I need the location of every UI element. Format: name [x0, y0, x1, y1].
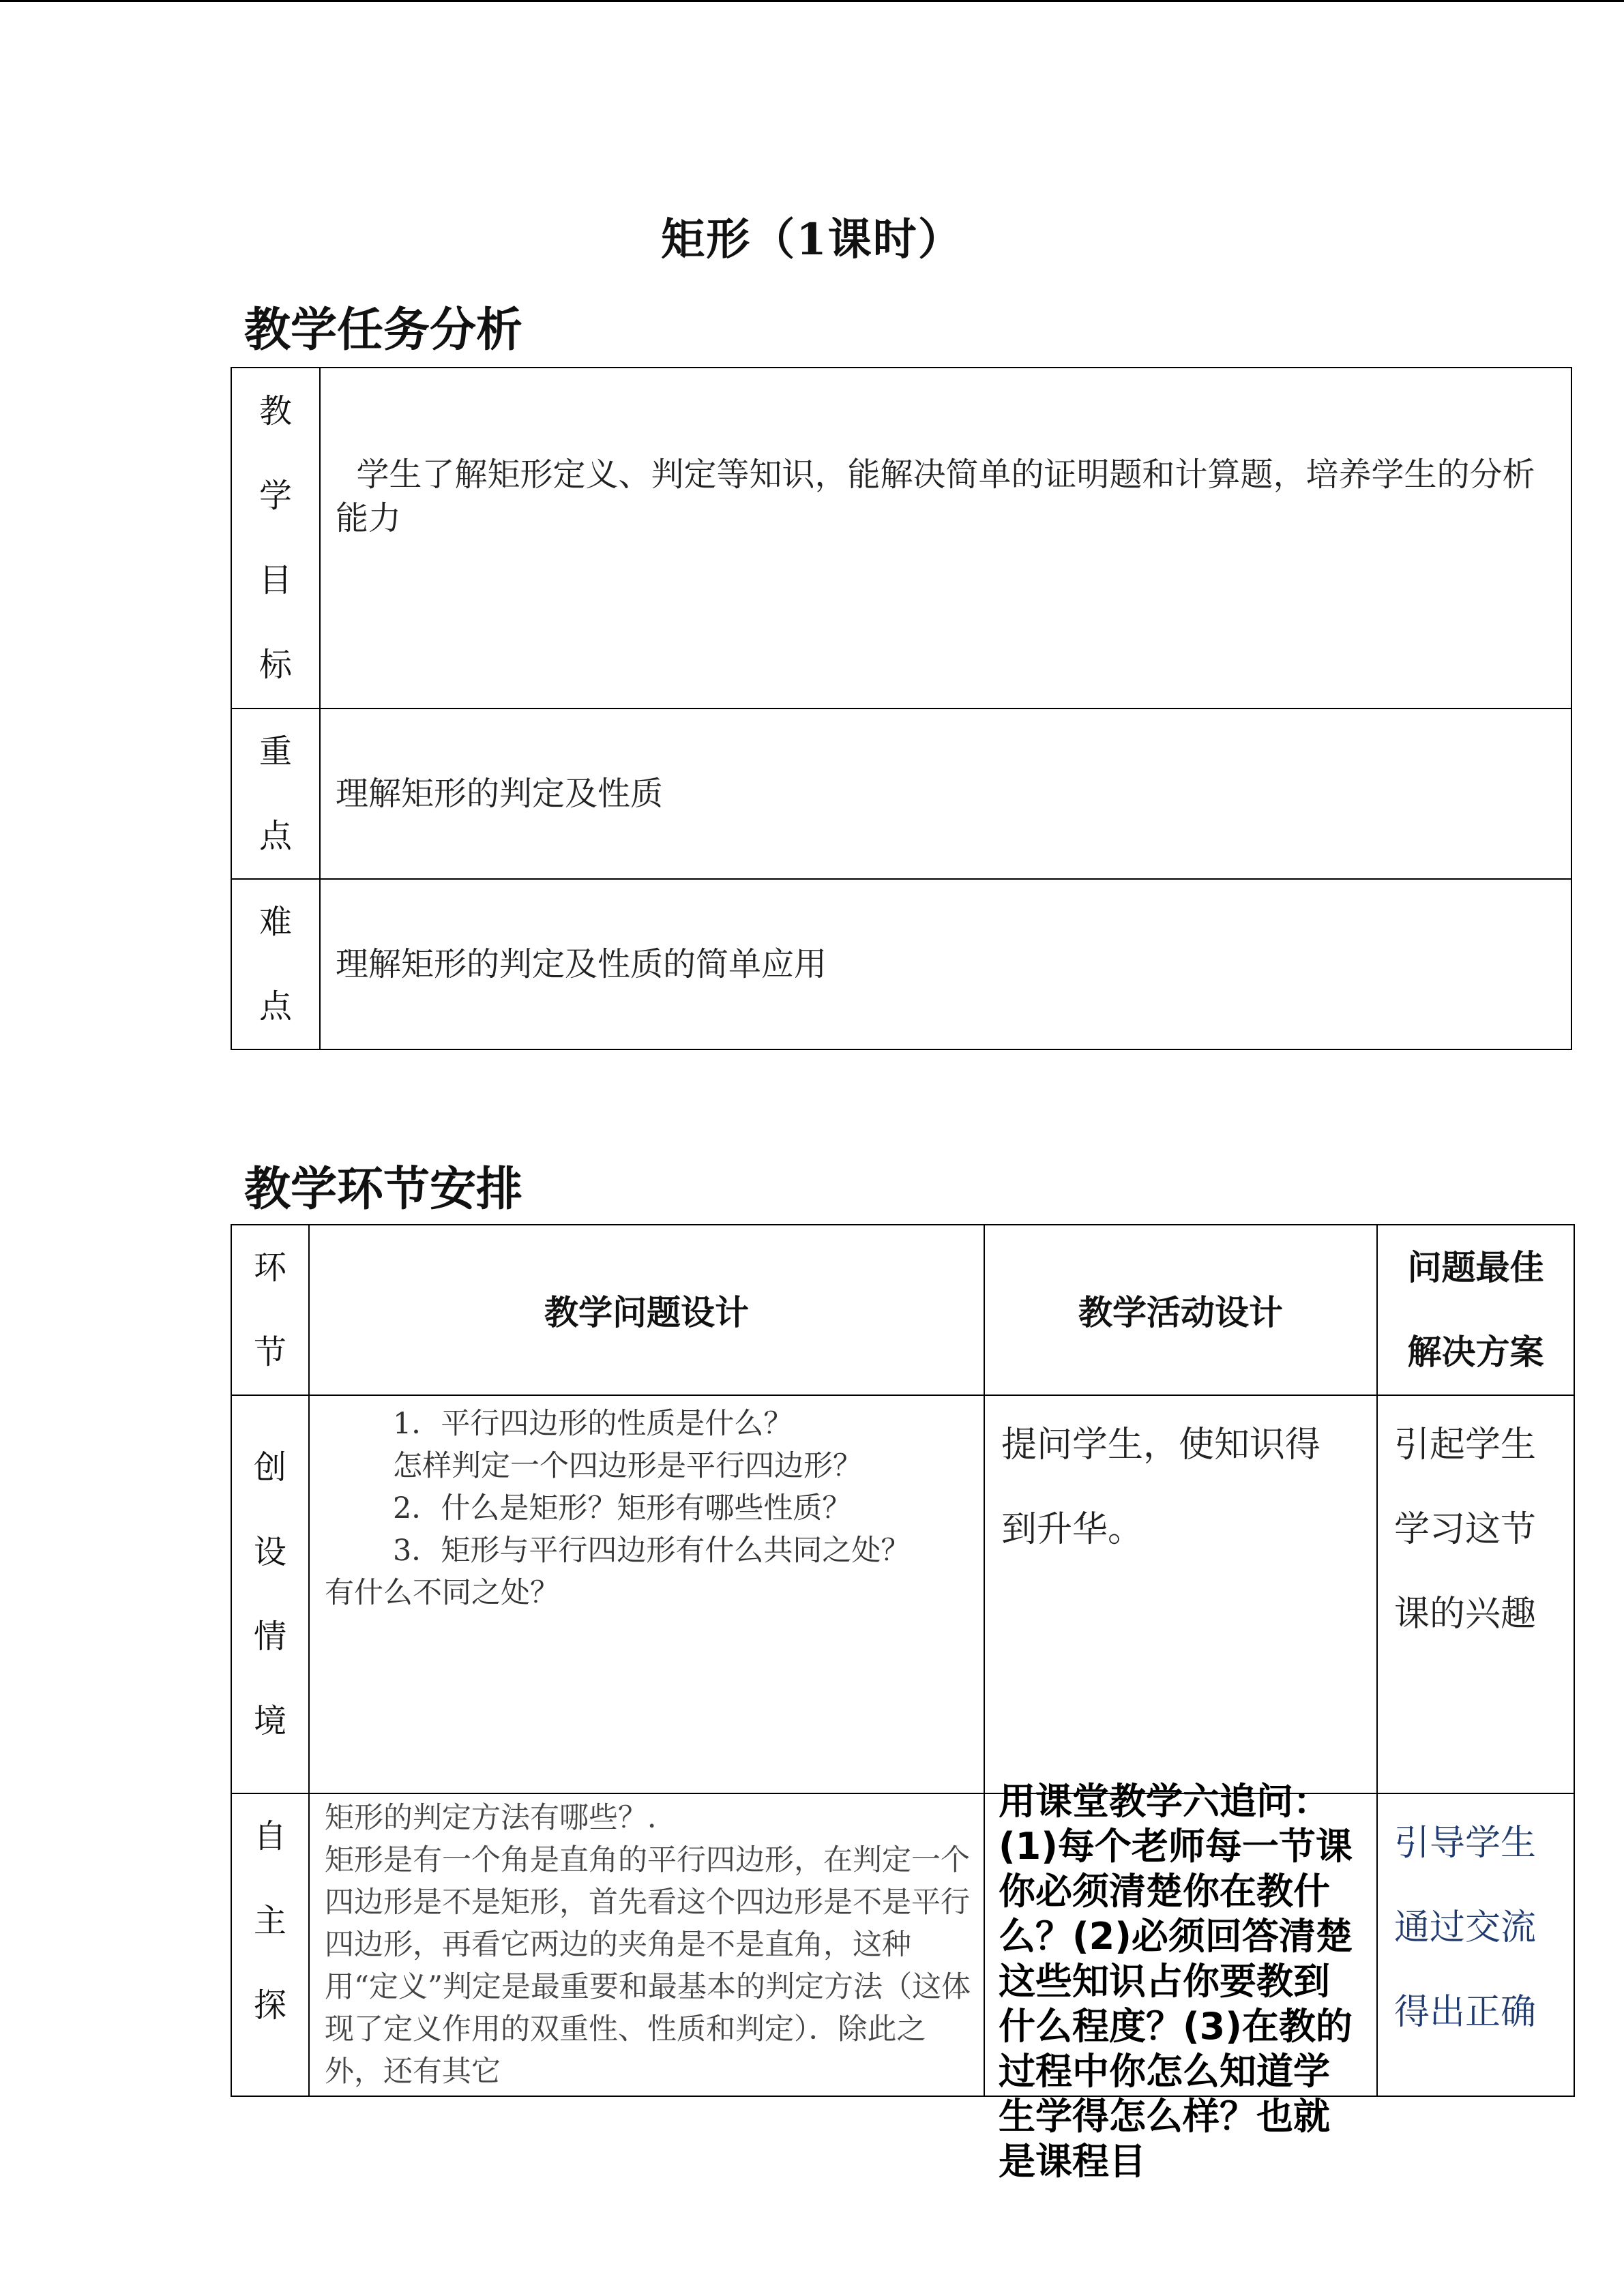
header-solution: 问题最佳 解决方案	[1377, 1225, 1574, 1395]
solution-cell: 引导学生 通过交流 得出正确	[1377, 1793, 1574, 2096]
activity-design-cell: 用课堂教学六追问：(1)每个老师每一节课你必须清楚你在教什么？(2)必须回答清楚这些知识占你要教到什么程度？(3)在教的过程中你怎么知道学生学得怎么样？也就是课程目	[984, 1793, 1377, 2096]
header-question-design: 教学问题设计	[309, 1225, 984, 1395]
difficulties-text: 理解矩形的判定及性质的简单应用	[320, 879, 1571, 1049]
header-activity-design: 教学活动设计	[984, 1225, 1377, 1395]
table-row	[231, 1395, 1574, 1793]
key-points-text: 理解矩形的判定及性质	[320, 709, 1571, 879]
table-row	[231, 368, 1571, 709]
question-design-cell: 1．平行四边形的性质是什么？ 怎样判定一个四边形是平行四边形？ 2．什么是矩形？矩形有哪些性质？ 3．矩形与平行四边形有什么共同之处？ 有什么不同之处？	[309, 1395, 984, 1793]
solution-cell: 引起学生 学习这节 课的兴趣	[1377, 1395, 1574, 1793]
stage-label-create-situation: 创 设 情 境	[231, 1395, 309, 1793]
table-row	[231, 709, 1571, 879]
table-row	[231, 1793, 1574, 2096]
row-label-key-points: 重 点	[231, 709, 320, 879]
section-heading-task-analysis: 教学任务分析	[244, 303, 523, 357]
stage-label-self-exploration: 自 主 探	[231, 1793, 309, 2096]
row-label-objectives: 教 学 目 标	[231, 368, 320, 709]
table-row	[231, 879, 1571, 1049]
page-top-border	[0, 0, 1624, 2]
row-label-difficulties: 难 点	[231, 879, 320, 1049]
table-header-row	[231, 1225, 1574, 1395]
section-heading-teaching-steps: 教学环节安排	[244, 1163, 523, 1217]
activity-design-cell: 提问学生，使知识得 到升华。	[984, 1395, 1377, 1793]
task-analysis-table	[231, 367, 1572, 1050]
document-title: 矩形（1课时）	[661, 214, 963, 265]
question-design-cell: 矩形的判定方法有哪些？． 矩形是有一个角是直角的平行四边形，在判定一个四边形是不是矩形，首先看这个四边形是不是平行四边形，再看它两边的夹角是不是直角，这种用“定义”判定是最重要和最基本的判定方法（这体现了定义作用的双重性、性质和判定）．除此之外，还有其它	[309, 1793, 984, 2096]
objectives-text: 学生了解矩形定义、判定等知识，能解决简单的证明题和计算题，培养学生的分析能力	[320, 368, 1571, 709]
teaching-steps-table	[231, 1224, 1575, 2183]
header-stage: 环 节	[231, 1225, 309, 1395]
